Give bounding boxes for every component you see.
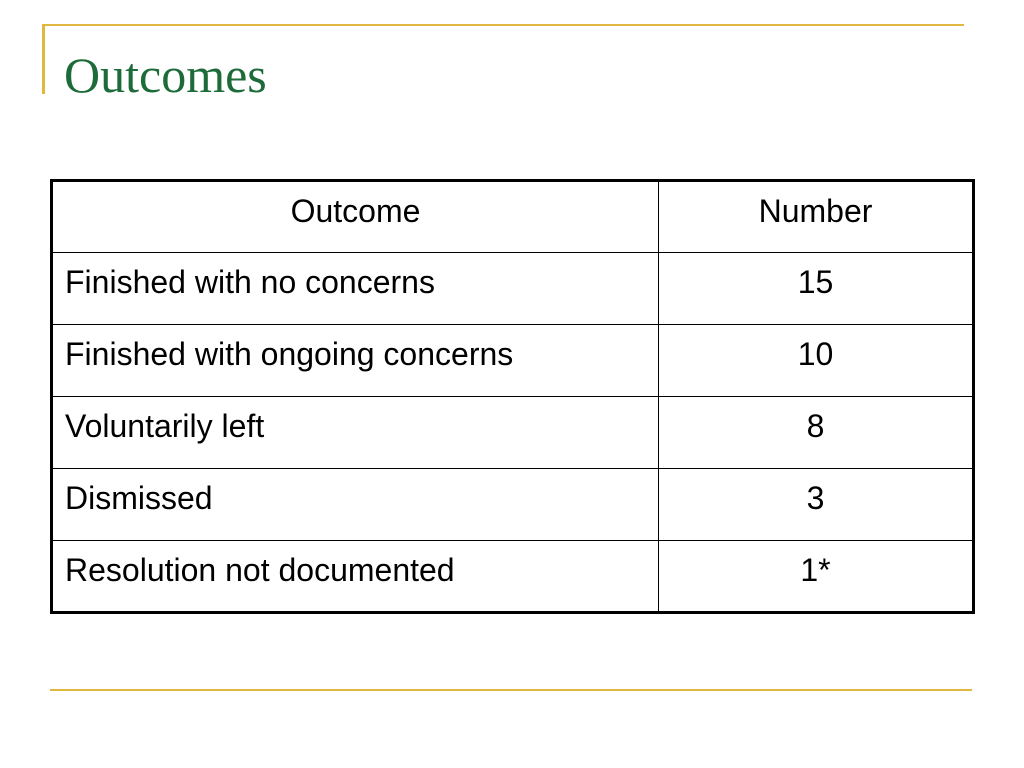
table-row bbox=[52, 253, 974, 325]
outcome-cell: Dismissed bbox=[52, 469, 659, 541]
bottom-accent-line bbox=[50, 689, 972, 691]
table-header-row bbox=[52, 181, 974, 253]
table-row bbox=[52, 541, 974, 613]
header-outcome: Outcome bbox=[52, 181, 659, 253]
number-cell: 15 bbox=[659, 253, 974, 325]
outcome-cell: Finished with no concerns bbox=[52, 253, 659, 325]
number-cell: 3 bbox=[659, 469, 974, 541]
left-accent-line bbox=[42, 24, 45, 94]
outcome-cell: Resolution not documented bbox=[52, 541, 659, 613]
number-cell: 8 bbox=[659, 397, 974, 469]
header-number: Number bbox=[659, 181, 974, 253]
outcome-cell: Finished with ongoing concerns bbox=[52, 325, 659, 397]
table-row bbox=[52, 397, 974, 469]
table-row bbox=[52, 325, 974, 397]
outcomes-table bbox=[50, 179, 975, 614]
top-accent-line bbox=[42, 24, 964, 26]
number-cell: 1* bbox=[659, 541, 974, 613]
slide-title: Outcomes bbox=[64, 47, 267, 103]
table-row bbox=[52, 469, 974, 541]
number-cell: 10 bbox=[659, 325, 974, 397]
outcome-cell: Voluntarily left bbox=[52, 397, 659, 469]
